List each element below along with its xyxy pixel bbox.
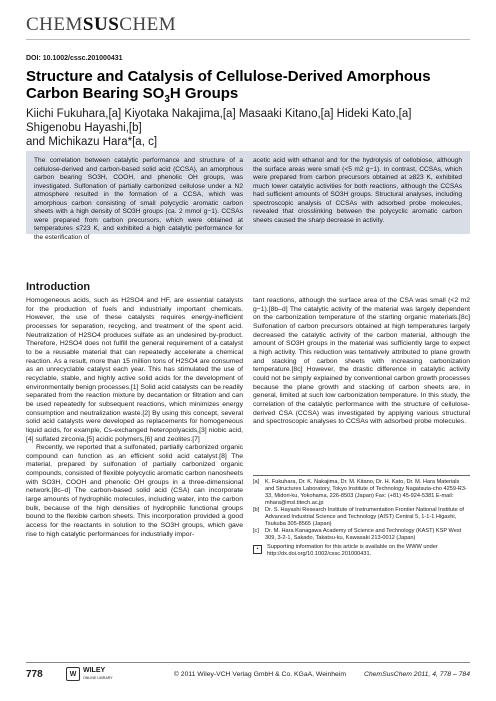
- copyright-notice: © 2011 Wiley-VCH Verlag GmbH & Co. KGaA, Weinheim: [173, 670, 347, 678]
- journal-reference: ChemSusChem 2011, 4, 778 – 784: [363, 670, 470, 678]
- author-list: [26, 107, 466, 149]
- doi-line: DOI: 10.1002/cssc.201000431: [26, 55, 123, 62]
- affiliation-tag: [b]: [253, 507, 260, 513]
- page-footer: [26, 665, 470, 683]
- supporting-info-text: Supporting information for this article is available on the WWW under http://dx.doi.org/10.1002/cssc.201000431.: [267, 544, 438, 557]
- body-column-right: [253, 297, 470, 427]
- title-line: Carbon Bearing $SO_3H$ Groups: [26, 85, 239, 105]
- affiliations: [253, 475, 470, 558]
- paragraph: Homogeneous acids, such as H2SO4 and HF, are essential catalysts for the production of fuels and industrially important chemicals. However, the use of these catalysts requires energy-inefficient processes for separation, recycling, and treatment of the spent acid. Neutralization of H2SO4 produces sulfate as an undesired by-product. Therefore, H2SO4 does not fulfill the general requirement of a catalyst to be a reusable material that can repeatedly accelerate a chemical reaction. As a result, more than 15 million tons of H2SO4 are consumed as an unrecyclable catalyst each year. This has stimulated the use of recyclable, stable, and highly active solid acids for the development of environmentally benign processes.[1] Solid acid catalysts can be readily separated from the reaction mixture by decantation or filtration and can be used repeatedly for subsequent reactions, which minimizes energy consumption and neutralization waste.[2] By using this concept, several solid acid catalysts were developed as replacements for homogeneous liquid acids, for example, Cs-exchanged heteropolyacids,[3] niobic acid,[4] sulfated zirconia,[5] acidic polymers,[6] and zeolites.[7]: [26, 297, 243, 443]
- title-line: Structure and Catalysis of Cellulose-Derived Amorphous: [26, 68, 431, 85]
- masthead-part: SUS: [82, 14, 120, 35]
- masthead-part: CHEM: [26, 14, 83, 35]
- author-line: Kiichi Fukuhara,[a] Kiyotaka Nakajima,[a] Masaaki Kitano,[a] Hideki Kato,[a] Shigenobu Hayashi,[b]: [26, 108, 412, 134]
- affiliation-tag: [c]: [253, 528, 259, 534]
- supporting-info-icon: ▪: [253, 545, 262, 554]
- wiley-subtitle: ONLINE LIBRARY: [83, 675, 113, 680]
- wiley-logo-icon: W: [66, 667, 80, 681]
- affiliation-text: Dr. M. Hara Kanagawa Academy of Science and Technology (KAST) KSP West 309, 3-2-1, Sakado, Takatsu-ku, Kawasaki 213-0012 (Japan): [265, 528, 462, 541]
- affiliation-text: Dr. S. Hayashi Research Institute of Instrumentation Frontier National Institute of Advanced Industrial Science and Technology (AIST) Central 5, 1-1-1 Higashi, Tsukuba 305-8565 (Japan): [265, 507, 464, 527]
- abstract: [26, 151, 470, 241]
- page-number: 778: [26, 668, 43, 680]
- body-column-left: [26, 297, 243, 539]
- supporting-info: [253, 544, 470, 558]
- paragraph: Recently, we reported that a sulfonated, partially carbonized organic compound can function as an efficient solid acid catalyst.[8] The material, prepared by sulfonation of partially carbonized organic compounds, consisted of flexible polycyclic aromatic carbon nanosheets with SO3H, COOH and phenolic OH groups in a three-dimensional network.[8c–d] The carbon-based solid acid (CSA) can incorporate large amounts of hydrophilic molecules, including water, into the carbon bulk, because of the high densities of hydrophilic functional groups bound to the flexible carbon sheets. This incorporation provided a good access for the reactants in solution to the SO3H groups, which gave rise to high catalytic performances for industrially impor-: [26, 444, 243, 538]
- affiliation-item: [253, 507, 470, 528]
- masthead-part: CHEM: [119, 14, 177, 35]
- article-title: [26, 68, 466, 108]
- affiliation-text: K. Fukuhara, Dr. K. Nakajima, Dr. M. Kitano, Dr. H. Kato, Dr. M. Hara Materials and Structures Laboratory, Tokyo Institute of Technology Nagatsuta-cho 4259-R3-33, Midori-ku, Yokohama, 226-8503 (Japan) Fax: (+81) 45-924-5381 E-mail: mhara@msl.titech.ac.jp: [265, 479, 467, 506]
- wiley-logo: [66, 667, 156, 681]
- author-line: and Michikazu Hara*[a, c]: [26, 136, 158, 148]
- wiley-wordmark: WILEY: [83, 666, 106, 674]
- abstract-column-right: acetic acid with ethanol and for the hydrolysis of cellobiose, although the surface areas were small (<5 m2 g−1). In contrast, CCSAs, which were prepared from carbon precursors obtained at ≥823 K, exhibited much lower catalytic activities for both reactions, although the CCSAs had sufficient amounts of SO3H groups. Structural analyses, including spectroscopic analysis of CCSAs with adsorbed probe molecules, revealed that crosslinking between the polycyclic aromatic carbon sheets caused the sharp decrease in activity.: [253, 157, 462, 224]
- abstract-column-left: The correlation between catalytic performance and structure of a cellulose-derived and carbon-based solid acid (CCSA), an amorphous carbon bearing SO3H, COOH, and phenolic OH groups, was investigated. Sulfonation of partially carbonized cellulose under a N2 atmosphere resulted in the formation of a CCSA, which was amorphous carbon consisting of small polycyclic aromatic carbon sheets with a high density of SO3H groups (ca. 2 mmol g−1). CCSAs were prepared from carbon precursors, which were obtained at temperatures ≤723 K, and exhibited a high catalytic performance for the esterification of: [34, 157, 243, 241]
- affiliation-item: [253, 479, 470, 507]
- header-divider: [26, 39, 470, 40]
- section-heading: Introduction: [26, 281, 91, 293]
- paragraph: tant reactions, although the surface area of the CSA was small (<2 m2 g−1).[8b–d] The catalytic activity of the material was largely dependent on the carbonization temperature of the starting organic materials.[8c] Sulfonation of carbon precursors obtained at high temperatures largely decreased the catalytic activity of the carbon material, although the amount of SO3H groups in the material was sufficiently large to expect a high activity. This reduction was tentatively attributed to plane growth and stacking of carbon sheets with increasing carbonization temperature.[8c] However, the drastic difference in catalytic activity could not be simply explained by conventional carbon growth processes because the plane growth and stacking of carbon sheets are, in general, limited at such low carbonization temperature. In this study, the correlation of the catalytic performance with the structure of cellulose-derived CSA (CCSA) was investigated by applying various structural and spectroscopic analyses to CCSAs with adsorbed probe molecules.: [253, 297, 470, 426]
- footer-divider: [26, 662, 470, 663]
- journal-masthead: [26, 14, 176, 36]
- affiliation-tag: [a]: [253, 479, 260, 485]
- affiliation-item: [253, 528, 470, 542]
